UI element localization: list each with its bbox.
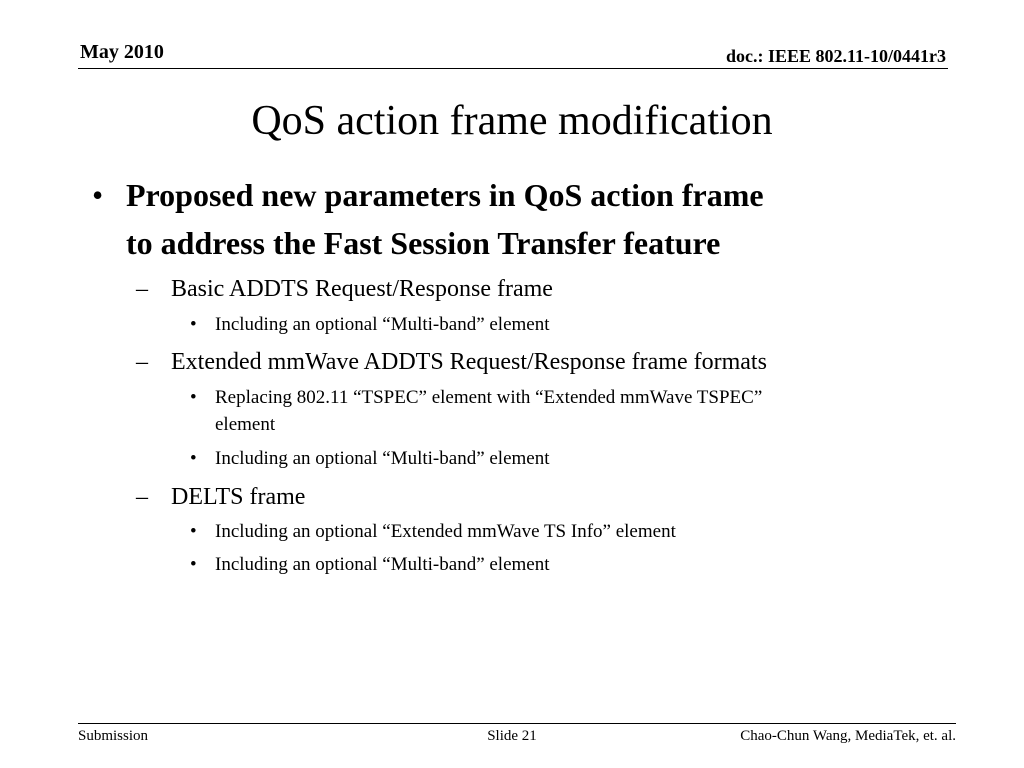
slide-title: QoS action frame modification	[251, 98, 773, 144]
document-number: doc.: IEEE 802.11-10/0441r3	[725, 46, 946, 66]
main-bullet-line-1: Proposed new parameters in QoS action frame	[126, 177, 764, 213]
list-item-text: Including an optional “Multi-band” element	[215, 314, 550, 335]
header-date: May 2010	[80, 41, 164, 63]
sub-bullet-extended-addts-text: Extended mmWave ADDTS Request/Response frame formats	[171, 349, 767, 375]
bullet-marker: •	[190, 448, 197, 469]
footer-submission: Submission	[78, 728, 149, 744]
bullet-marker: •	[190, 314, 197, 335]
main-bullet-line-2: to address the Fast Session Transfer feature	[126, 225, 721, 261]
bullet-marker: •	[190, 521, 197, 542]
sub-bullet-delts-text: DELTS frame	[171, 484, 306, 510]
bullet-marker: •	[190, 554, 197, 575]
slide-number: Slide 21	[487, 728, 537, 744]
list-item-text	[215, 384, 895, 438]
list-item-text: Including an optional “Extended mmWave TS Info” element	[215, 521, 676, 542]
list-item-line-1: Replacing 802.11 “TSPEC” element with “Extended mmWave TSPEC”	[215, 387, 763, 408]
list-item-text: Including an optional “Multi-band” element	[215, 554, 550, 575]
dash-marker: –	[136, 484, 148, 510]
list-item-line-2: element	[215, 414, 276, 435]
footer-authors: Chao-Chun Wang, MediaTek, et. al.	[740, 728, 956, 744]
main-bullet-text	[126, 171, 936, 267]
bullet-marker: •	[92, 177, 104, 213]
bullet-marker: •	[190, 387, 197, 408]
dash-marker: –	[136, 349, 148, 375]
list-item-text: Including an optional “Multi-band” element	[215, 448, 550, 469]
sub-bullet-addts-text: Basic ADDTS Request/Response frame	[171, 276, 553, 302]
dash-marker: –	[136, 276, 148, 302]
footer-divider	[78, 723, 956, 724]
